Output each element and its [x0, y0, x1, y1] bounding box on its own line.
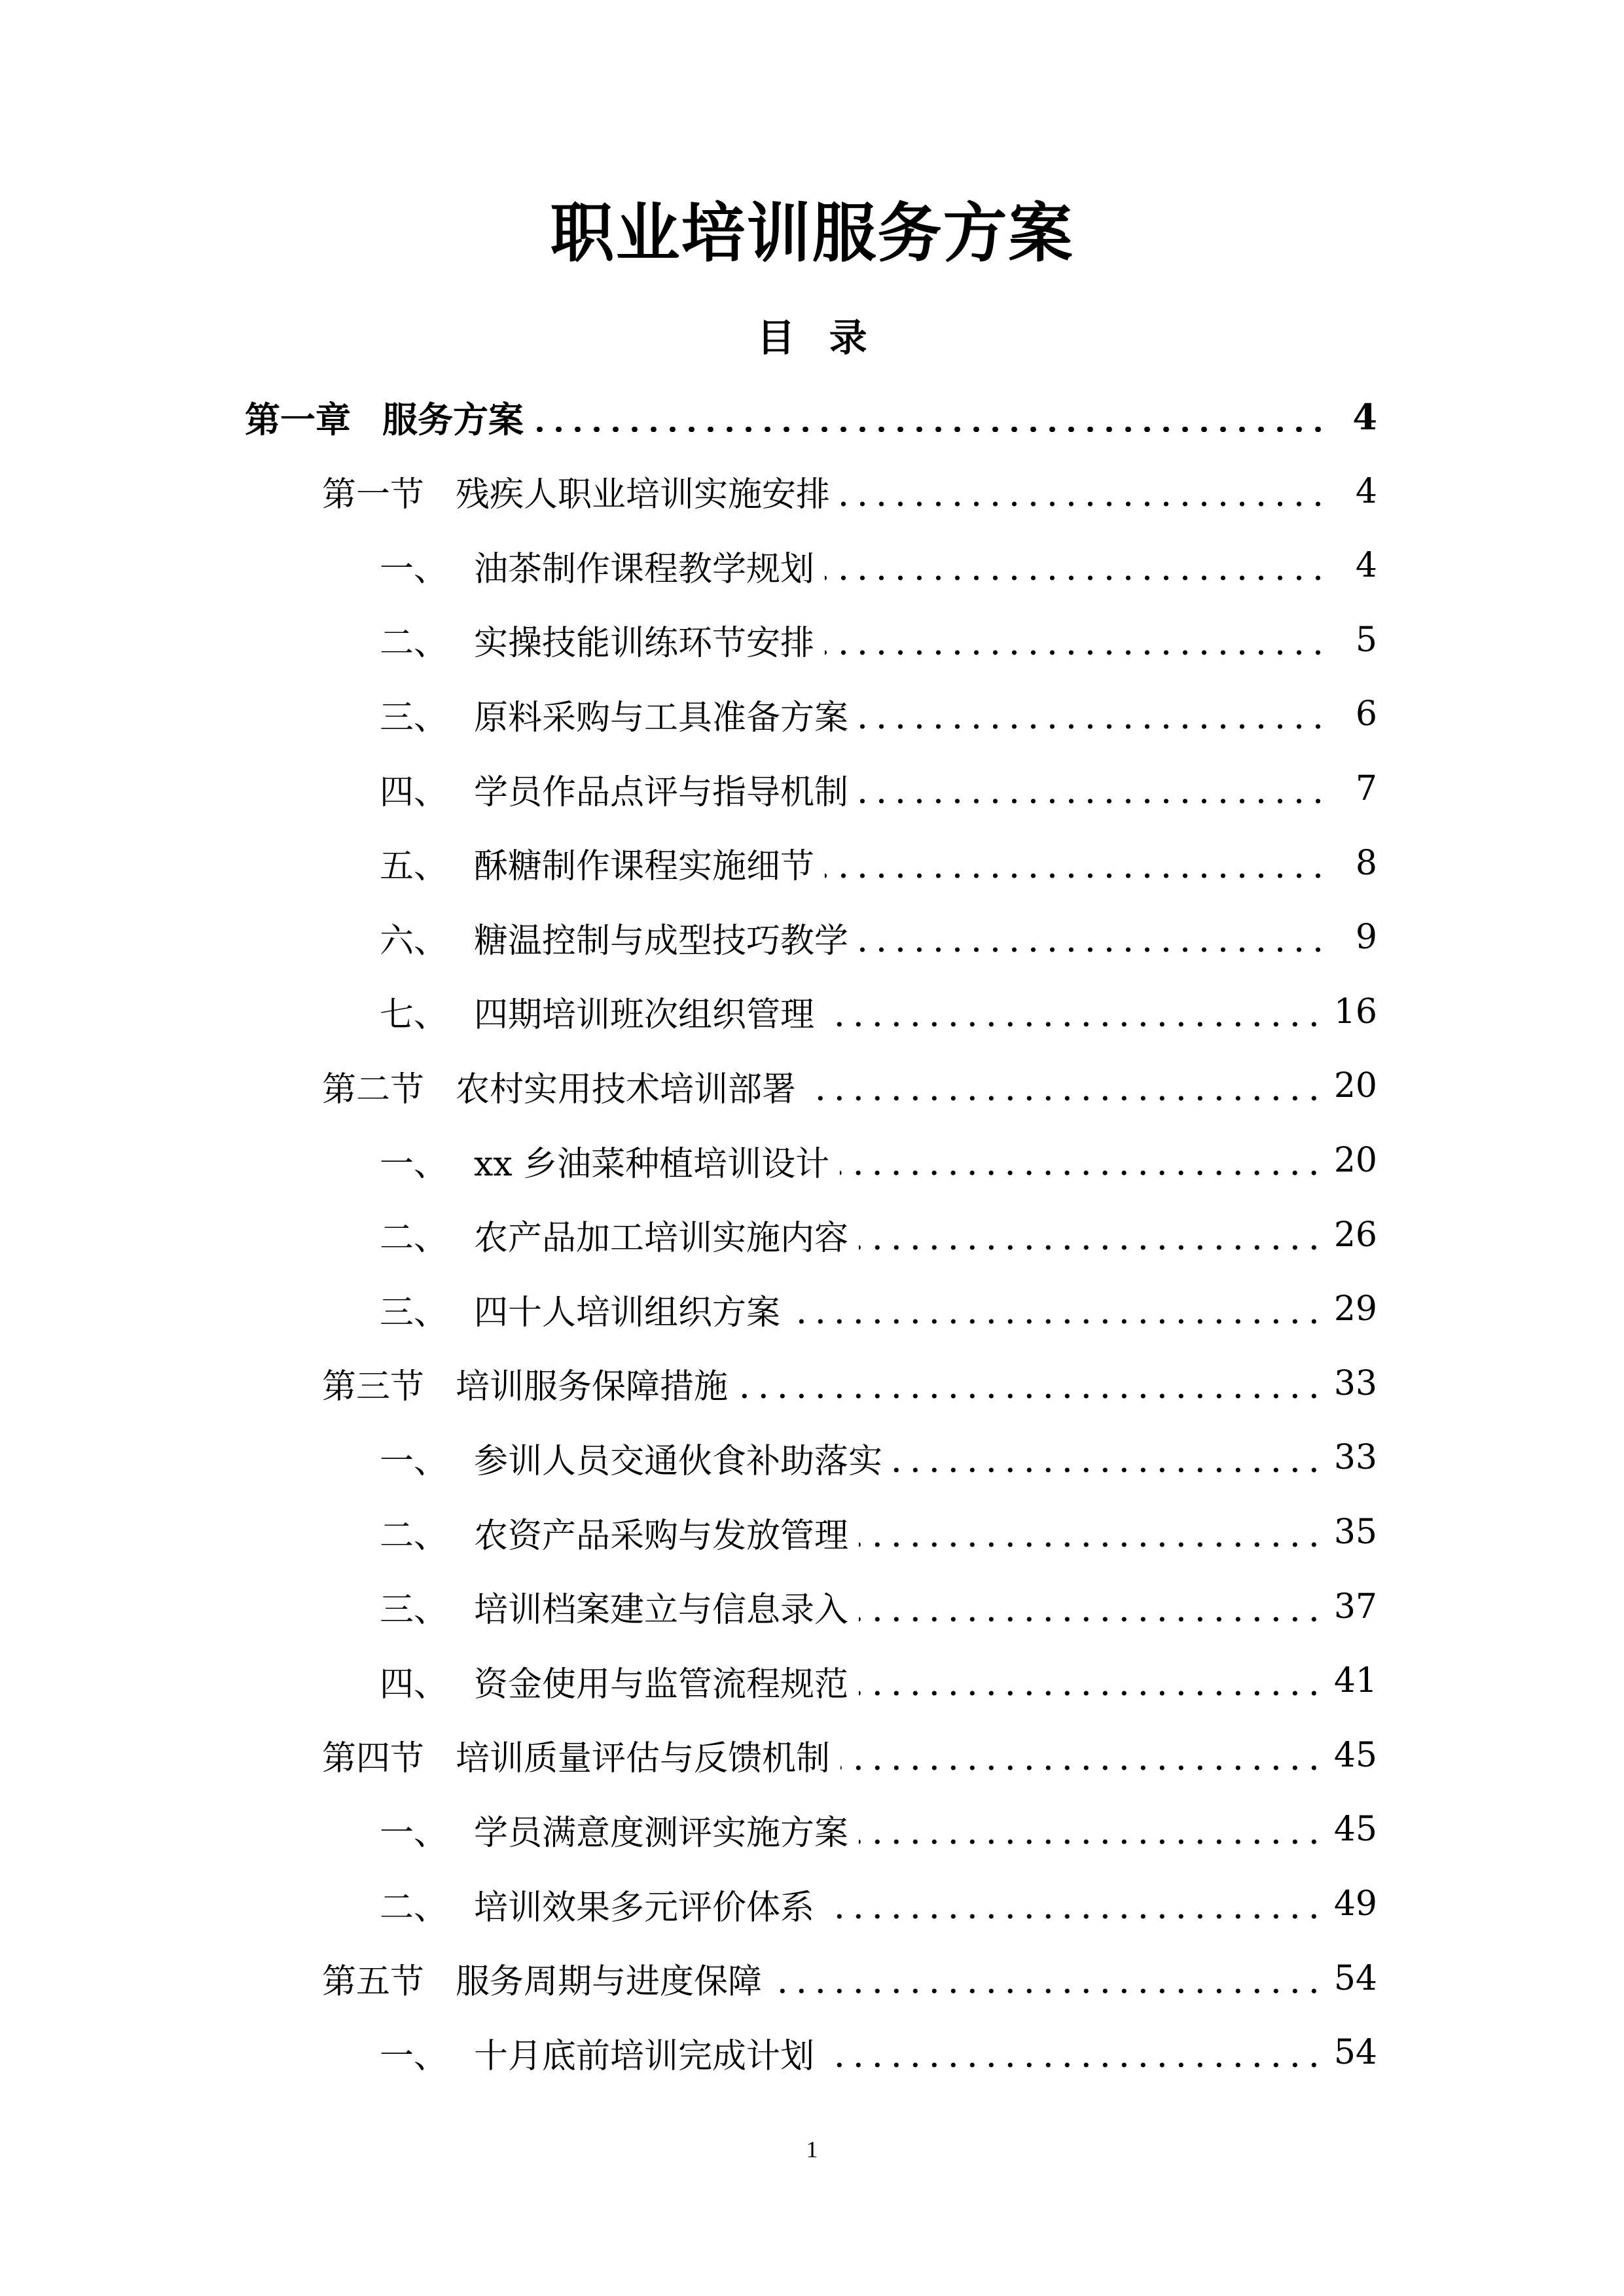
toc-entry-page: 20	[1333, 1066, 1377, 1106]
toc-entry-page: 7	[1355, 769, 1377, 808]
toc-dot-leader	[840, 1170, 1324, 1175]
toc-entry[interactable]	[322, 1718, 1377, 1793]
toc-entry-page: 45	[1333, 1735, 1377, 1775]
toc-entry-title: 实操技能训练环节安排	[474, 624, 815, 664]
toc-entry[interactable]	[380, 1867, 1377, 1941]
toc-entry-title: 酥糖制作课程实施细节	[474, 847, 815, 887]
toc-dot-leader	[791, 1319, 1324, 1324]
toc-dot-leader	[859, 1691, 1324, 1696]
toc-entry-title: 原料采购与工具准备方案	[474, 698, 849, 738]
toc-entry[interactable]	[380, 1570, 1377, 1644]
toc-entry-title: xx 乡油菜种植培训设计	[474, 1144, 830, 1184]
toc-entry[interactable]	[380, 751, 1377, 826]
toc-entry-number: 一、	[380, 1441, 448, 1481]
toc-entry[interactable]	[245, 380, 1377, 454]
toc-entry-number: 二、	[380, 1219, 448, 1259]
toc-entry[interactable]	[380, 1792, 1377, 1867]
toc-entry[interactable]	[380, 826, 1377, 901]
toc-dot-leader	[534, 427, 1327, 432]
toc-dot-leader	[859, 798, 1327, 804]
toc-entry-number: 第一节	[322, 475, 425, 515]
toc-entry-page: 20	[1333, 1141, 1377, 1180]
toc-entry-title: 油茶制作课程教学规划	[474, 549, 815, 589]
toc-entry-title: 培训服务保障措施	[456, 1367, 729, 1407]
toc-entry-number: 三、	[380, 1293, 448, 1333]
toc-entry-page: 6	[1355, 694, 1377, 734]
toc-entry-title: 农资产品采购与发放管理	[474, 1516, 849, 1556]
toc-entry-title: 学员作品点评与指导机制	[474, 772, 849, 812]
toc-dot-leader	[772, 1988, 1324, 1994]
toc-entry-number: 六、	[380, 921, 448, 961]
toc-entry-number: 第二节	[322, 1069, 425, 1109]
table-of-contents	[0, 380, 1624, 2094]
toc-entry-page: 4	[1355, 471, 1377, 511]
toc-entry-number: 第五节	[322, 1962, 425, 2002]
toc-entry-title: 参训人员交通伙食补助落实	[474, 1441, 883, 1481]
toc-entry-title: 服务方案	[382, 398, 524, 440]
toc-entry-page: 16	[1333, 992, 1377, 1031]
toc-entry-number: 第三节	[322, 1367, 425, 1407]
toc-entry-number: 三、	[380, 1590, 448, 1630]
toc-dot-leader	[859, 1617, 1324, 1622]
toc-entry[interactable]	[380, 900, 1377, 975]
toc-entry-page: 8	[1355, 843, 1377, 883]
toc-entry-page: 9	[1355, 918, 1377, 958]
toc-entry-page: 35	[1333, 1513, 1377, 1552]
toc-entry-number: 一、	[380, 1813, 448, 1853]
toc-entry-page: 54	[1333, 2033, 1377, 2073]
toc-entry[interactable]	[380, 1643, 1377, 1718]
page-number: 1	[806, 2136, 818, 2162]
toc-entry[interactable]	[380, 1198, 1377, 1272]
toc-entry-number: 一、	[380, 1144, 448, 1184]
toc-entry-number: 二、	[380, 1888, 448, 1928]
toc-entry-title: 四期培训班次组织管理	[474, 996, 815, 1035]
toc-entry-title: 农产品加工培训实施内容	[474, 1219, 849, 1259]
toc-dot-leader	[825, 2062, 1324, 2068]
toc-entry[interactable]	[380, 975, 1377, 1049]
toc-entry-page: 41	[1333, 1661, 1377, 1701]
toc-entry-page: 49	[1333, 1884, 1377, 1924]
toc-entry[interactable]	[322, 1346, 1377, 1421]
toc-entry-number: 一、	[380, 549, 448, 589]
toc-entry[interactable]	[322, 1941, 1377, 2016]
toc-entry-title: 四十人培训组织方案	[474, 1293, 781, 1333]
toc-entry-number: 一、	[380, 2036, 448, 2076]
toc-entry-page: 54	[1333, 1958, 1377, 1998]
toc-dot-leader	[806, 1096, 1324, 1101]
toc-entry-number: 第四节	[322, 1739, 425, 1779]
toc-dot-leader	[859, 1542, 1324, 1547]
toc-dot-leader	[738, 1393, 1324, 1399]
toc-entry-number: 五、	[380, 847, 448, 887]
toc-entry-title: 培训档案建立与信息录入	[474, 1590, 849, 1630]
toc-entry-title: 糖温控制与成型技巧教学	[474, 921, 849, 961]
toc-entry[interactable]	[380, 1123, 1377, 1198]
toc-dot-leader	[825, 1022, 1324, 1027]
toc-entry-number: 二、	[380, 624, 448, 664]
toc-entry-number: 四、	[380, 1664, 448, 1704]
toc-entry-title: 农村实用技术培训部署	[456, 1069, 797, 1109]
toc-dot-leader	[859, 947, 1327, 952]
toc-dot-leader	[825, 575, 1327, 581]
toc-entry[interactable]	[322, 1049, 1377, 1123]
toc-entry-title: 残疾人职业培训实施安排	[456, 475, 831, 515]
toc-entry-title: 十月底前培训完成计划	[474, 2036, 815, 2076]
toc-entry-page: 33	[1333, 1363, 1377, 1403]
toc-dot-leader	[840, 501, 1327, 507]
toc-dot-leader	[825, 650, 1327, 655]
toc-entry-page: 45	[1333, 1810, 1377, 1850]
toc-entry-page: 37	[1333, 1587, 1377, 1626]
toc-entry-title: 培训质量评估与反馈机制	[456, 1739, 831, 1779]
toc-entry-page: 33	[1333, 1438, 1377, 1478]
toc-entry-number: 三、	[380, 698, 448, 738]
toc-entry[interactable]	[380, 528, 1377, 603]
toc-entry[interactable]	[380, 1495, 1377, 1570]
toc-entry-number: 第一章	[245, 398, 351, 440]
toc-dot-leader	[825, 873, 1327, 878]
toc-entry[interactable]	[380, 1272, 1377, 1346]
toc-entry-page: 29	[1333, 1289, 1377, 1329]
toc-dot-leader	[859, 724, 1327, 729]
toc-entry-page: 4	[1352, 396, 1377, 438]
toc-entry-page: 4	[1355, 546, 1377, 586]
toc-entry-title: 资金使用与监管流程规范	[474, 1664, 849, 1704]
toc-entry-page: 5	[1355, 620, 1377, 660]
toc-heading: 目 录	[757, 315, 867, 360]
toc-dot-leader	[859, 1839, 1324, 1844]
toc-entry[interactable]	[380, 2015, 1377, 2090]
toc-entry-title: 服务周期与进度保障	[456, 1962, 763, 2002]
toc-entry[interactable]	[322, 454, 1377, 529]
toc-entry[interactable]	[380, 677, 1377, 751]
toc-entry-number: 四、	[380, 772, 448, 812]
toc-entry[interactable]	[380, 603, 1377, 677]
toc-entry-number: 七、	[380, 996, 448, 1035]
toc-entry-title: 学员满意度测评实施方案	[474, 1813, 849, 1853]
toc-dot-leader	[893, 1467, 1324, 1473]
toc-entry-number: 二、	[380, 1516, 448, 1556]
document-title: 职业培训服务方案	[550, 196, 1074, 271]
toc-entry[interactable]	[380, 1420, 1377, 1495]
toc-entry-title: 培训效果多元评价体系	[474, 1888, 815, 1928]
toc-dot-leader	[840, 1765, 1324, 1770]
toc-dot-leader	[825, 1914, 1324, 1919]
toc-entry-page: 26	[1333, 1215, 1377, 1255]
toc-dot-leader	[859, 1245, 1324, 1250]
